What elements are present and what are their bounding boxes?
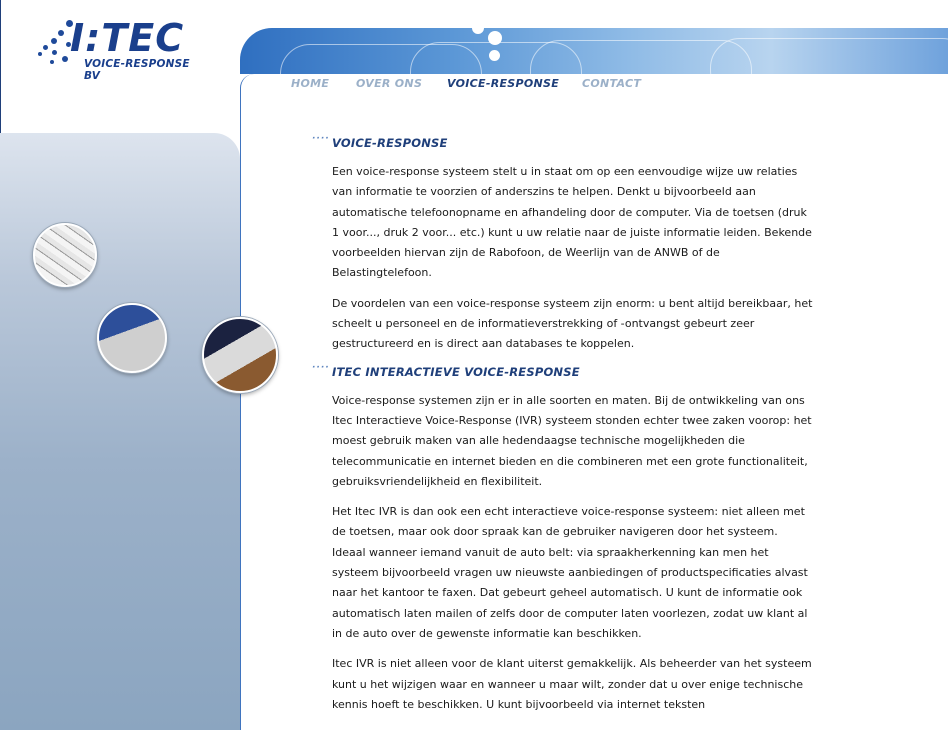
section-title: VOICE-RESPONSE — [332, 136, 448, 150]
itec-logo[interactable] — [38, 16, 208, 82]
section-heading-voice-response — [312, 136, 812, 152]
paragraph: Een voice-response systeem stelt u in staat om op een eenvoudige wijze uw relaties van informatie te voorzien of anderszins te helpen. Denkt u bijvoorbeeld aan automatische telefoonopname en afhandeling door de computer. Via de toetsen (druk 1 voor..., druk 2 voor... etc.) kunt u uw relatie naar de juiste informatie leiden. Bekende voorbeelden hiervan zijn de Rabofoon, de Weerlijn van de ANWB of de Belastingtelefoon. — [332, 165, 812, 280]
nav-home-link[interactable]: HOME — [291, 77, 330, 90]
monitor-photo-icon — [97, 303, 167, 373]
dotted-bullet-icon: ···· — [312, 362, 330, 373]
nav-contact-link[interactable]: CONTACT — [582, 77, 642, 90]
nav-voice-response-link[interactable]: VOICE-RESPONSE — [447, 77, 560, 90]
logo-wordmark: I:TEC — [70, 16, 185, 60]
left-sidebar — [0, 133, 240, 730]
keyboard-photo-icon — [33, 223, 97, 287]
main-article — [312, 136, 812, 725]
paragraph: Het Itec IVR is dan ook een echt interactieve voice-response systeem: niet alleen met de toetsen, maar ook door spraak kan de gebruiker navigeren door het systeem. Ideaal wanneer iemand vanuit de auto belt: via spraakherkenning kan men het systeem bijvoorbeeld vragen uw nieuwste aanbiedingen of productspecificaties alvast naar het kantoor te faxen. Dat gebeurt geheel automatisch. U kunt de informatie ook automatisch laten mailen of zelfs door de computer laten voorlezen, zodat uw klant al in de auto over de gewenste informatie kan beschikken. — [332, 505, 808, 640]
header-banner — [240, 28, 948, 74]
paragraph: Itec IVR is niet alleen voor de klant uiterst gemakkelijk. Als beheerder van het systeem kunt u het wijzigen waar en wanneer u maar wilt, zonder dat u over enige technische kennis hoeft te beschikken. U kunt bijvoorbeeld via internet teksten — [332, 657, 812, 711]
computer-photo-icon — [202, 317, 278, 393]
paragraph: De voordelen van een voice-response systeem zijn enorm: u bent altijd bereikbaar, het scheelt u personeel en de informatieverstrekking of -ontvangst gebeurt zeer gestructureerd en is direct aan databases te koppelen. — [332, 296, 813, 351]
banner-dot-3 — [489, 50, 500, 61]
dotted-bullet-icon: ···· — [312, 134, 330, 144]
paragraph: Voice-response systemen zijn er in alle soorten en maten. Bij de ontwikkeling van ons Itec Interactieve Voice-Response (IVR) systeem stonden echter twee zaken voorop: het moest gebruik maken van alle hedendaagse technische mogelijkheden die telecommunicatie en internet bieden en die combineren met een grote functionaliteit, gebruiksvriendelijkheid en flexibiliteit. — [332, 393, 812, 488]
banner-dot-1 — [472, 22, 484, 34]
section-heading-itec-ivr — [312, 362, 812, 381]
logo-tagline: VOICE-RESPONSE BV — [84, 58, 190, 82]
section-title: ITEC INTERACTIEVE VOICE-RESPONSE — [332, 364, 580, 379]
nav-over-ons-link[interactable]: OVER ONS — [356, 77, 423, 90]
banner-dot-2 — [488, 31, 502, 45]
